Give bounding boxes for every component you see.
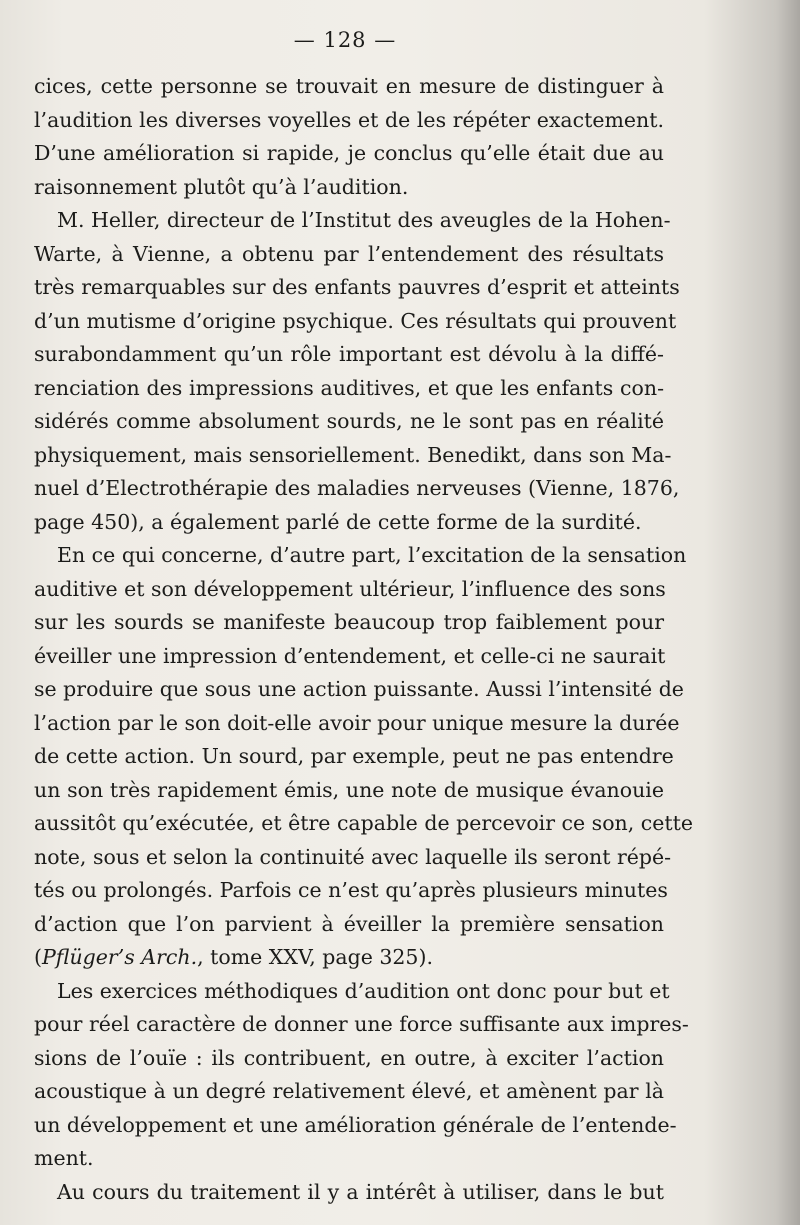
text-line: surabondamment qu’un rôle important est dévolu à la diffé- — [34, 342, 664, 366]
text-line: page 450), a également parlé de cette forme de la surdité. — [34, 509, 642, 534]
text-line — [34, 941, 664, 975]
text-line: En ce qui concerne, d’autre part, l’excitation de la sensation — [57, 543, 687, 567]
text-line: physiquement, mais sensoriellement. Benedikt, dans son Ma- — [34, 442, 672, 467]
text-line: cices, cette personne se trouvait en mesure de distinguer à — [34, 74, 664, 98]
text-line: ment. — [34, 1146, 94, 1170]
text-line: D’une amélioration si rapide, je conclus qu’elle était due au — [34, 141, 664, 165]
text-line: sur les sourds se manifeste beaucoup trop faiblement pour — [34, 610, 664, 634]
page-number: — 128 — — [293, 28, 397, 52]
text-line: l’audition les diverses voyelles et de les répéter exactement. — [34, 107, 664, 132]
text-line: auditive et son développement ultérieur, l’influence des sons — [34, 576, 666, 601]
text-line: éveiller une impression d’entendement, et celle-ci ne saurait — [34, 643, 666, 668]
text-line: acoustique à un degré relativement élevé, et amènent par là — [34, 1079, 664, 1103]
text-line: de cette action. Un sourd, par exemple, peut ne pas entendre — [34, 744, 674, 768]
text-fragment: , tome XXV, page 325). — [197, 945, 433, 969]
text-line: un son très rapidement émis, une note de musique évanouie — [34, 777, 664, 802]
text-line: nuel d’Electrothérapie des maladies nerveuses (Vienne, 1876, — [34, 476, 680, 500]
text-line: sidérés comme absolument sourds, ne le sont pas en réalité — [34, 409, 664, 433]
text-line: Les exercices méthodiques d’audition ont donc pour but et — [57, 978, 670, 1003]
text-line: très remarquables sur des enfants pauvres d’esprit et atteints — [34, 275, 680, 299]
text-line: aussitôt qu’exécutée, et être capable de percevoir ce son, cette — [34, 811, 694, 835]
text-line: d’action que l’on parvient à éveiller la première sensation — [34, 911, 664, 936]
text-line: sions de l’ouïe : ils contribuent, en outre, à exciter l’action — [34, 1045, 664, 1070]
text-line: se produire que sous une action puissante. Aussi l’intensité de — [34, 677, 684, 701]
body-text — [34, 70, 694, 1209]
text-line: pour réel caractère de donner une force suffisante aux impres- — [34, 1012, 689, 1036]
text-line: renciation des impressions auditives, et que les enfants con- — [34, 375, 664, 400]
text-line: tés ou prolongés. Parfois ce n’est qu’après plusieurs minutes — [34, 878, 668, 902]
text-line: un développement et une amélioration générale de l’entende- — [34, 1112, 677, 1137]
text-fragment: ( — [34, 945, 42, 969]
text-line: raisonnement plutôt qu’à l’audition. — [34, 174, 409, 199]
text-line: l’action par le son doit-elle avoir pour unique mesure la durée — [34, 710, 680, 735]
citation-title: Pflüger’s Arch. — [42, 945, 198, 969]
text-line: note, sous et selon la continuité avec laquelle ils seront répé- — [34, 844, 672, 869]
text-line: M. Heller, directeur de l’Institut des aveugles de la Hohen- — [57, 208, 671, 232]
text-line: d’un mutisme d’origine psychique. Ces résultats qui prouvent — [34, 308, 677, 333]
text-line: Warte, à Vienne, a obtenu par l’entendement des résultats — [34, 241, 664, 266]
text-line: Au cours du traitement il y a intérêt à utiliser, dans le but — [57, 1179, 664, 1204]
